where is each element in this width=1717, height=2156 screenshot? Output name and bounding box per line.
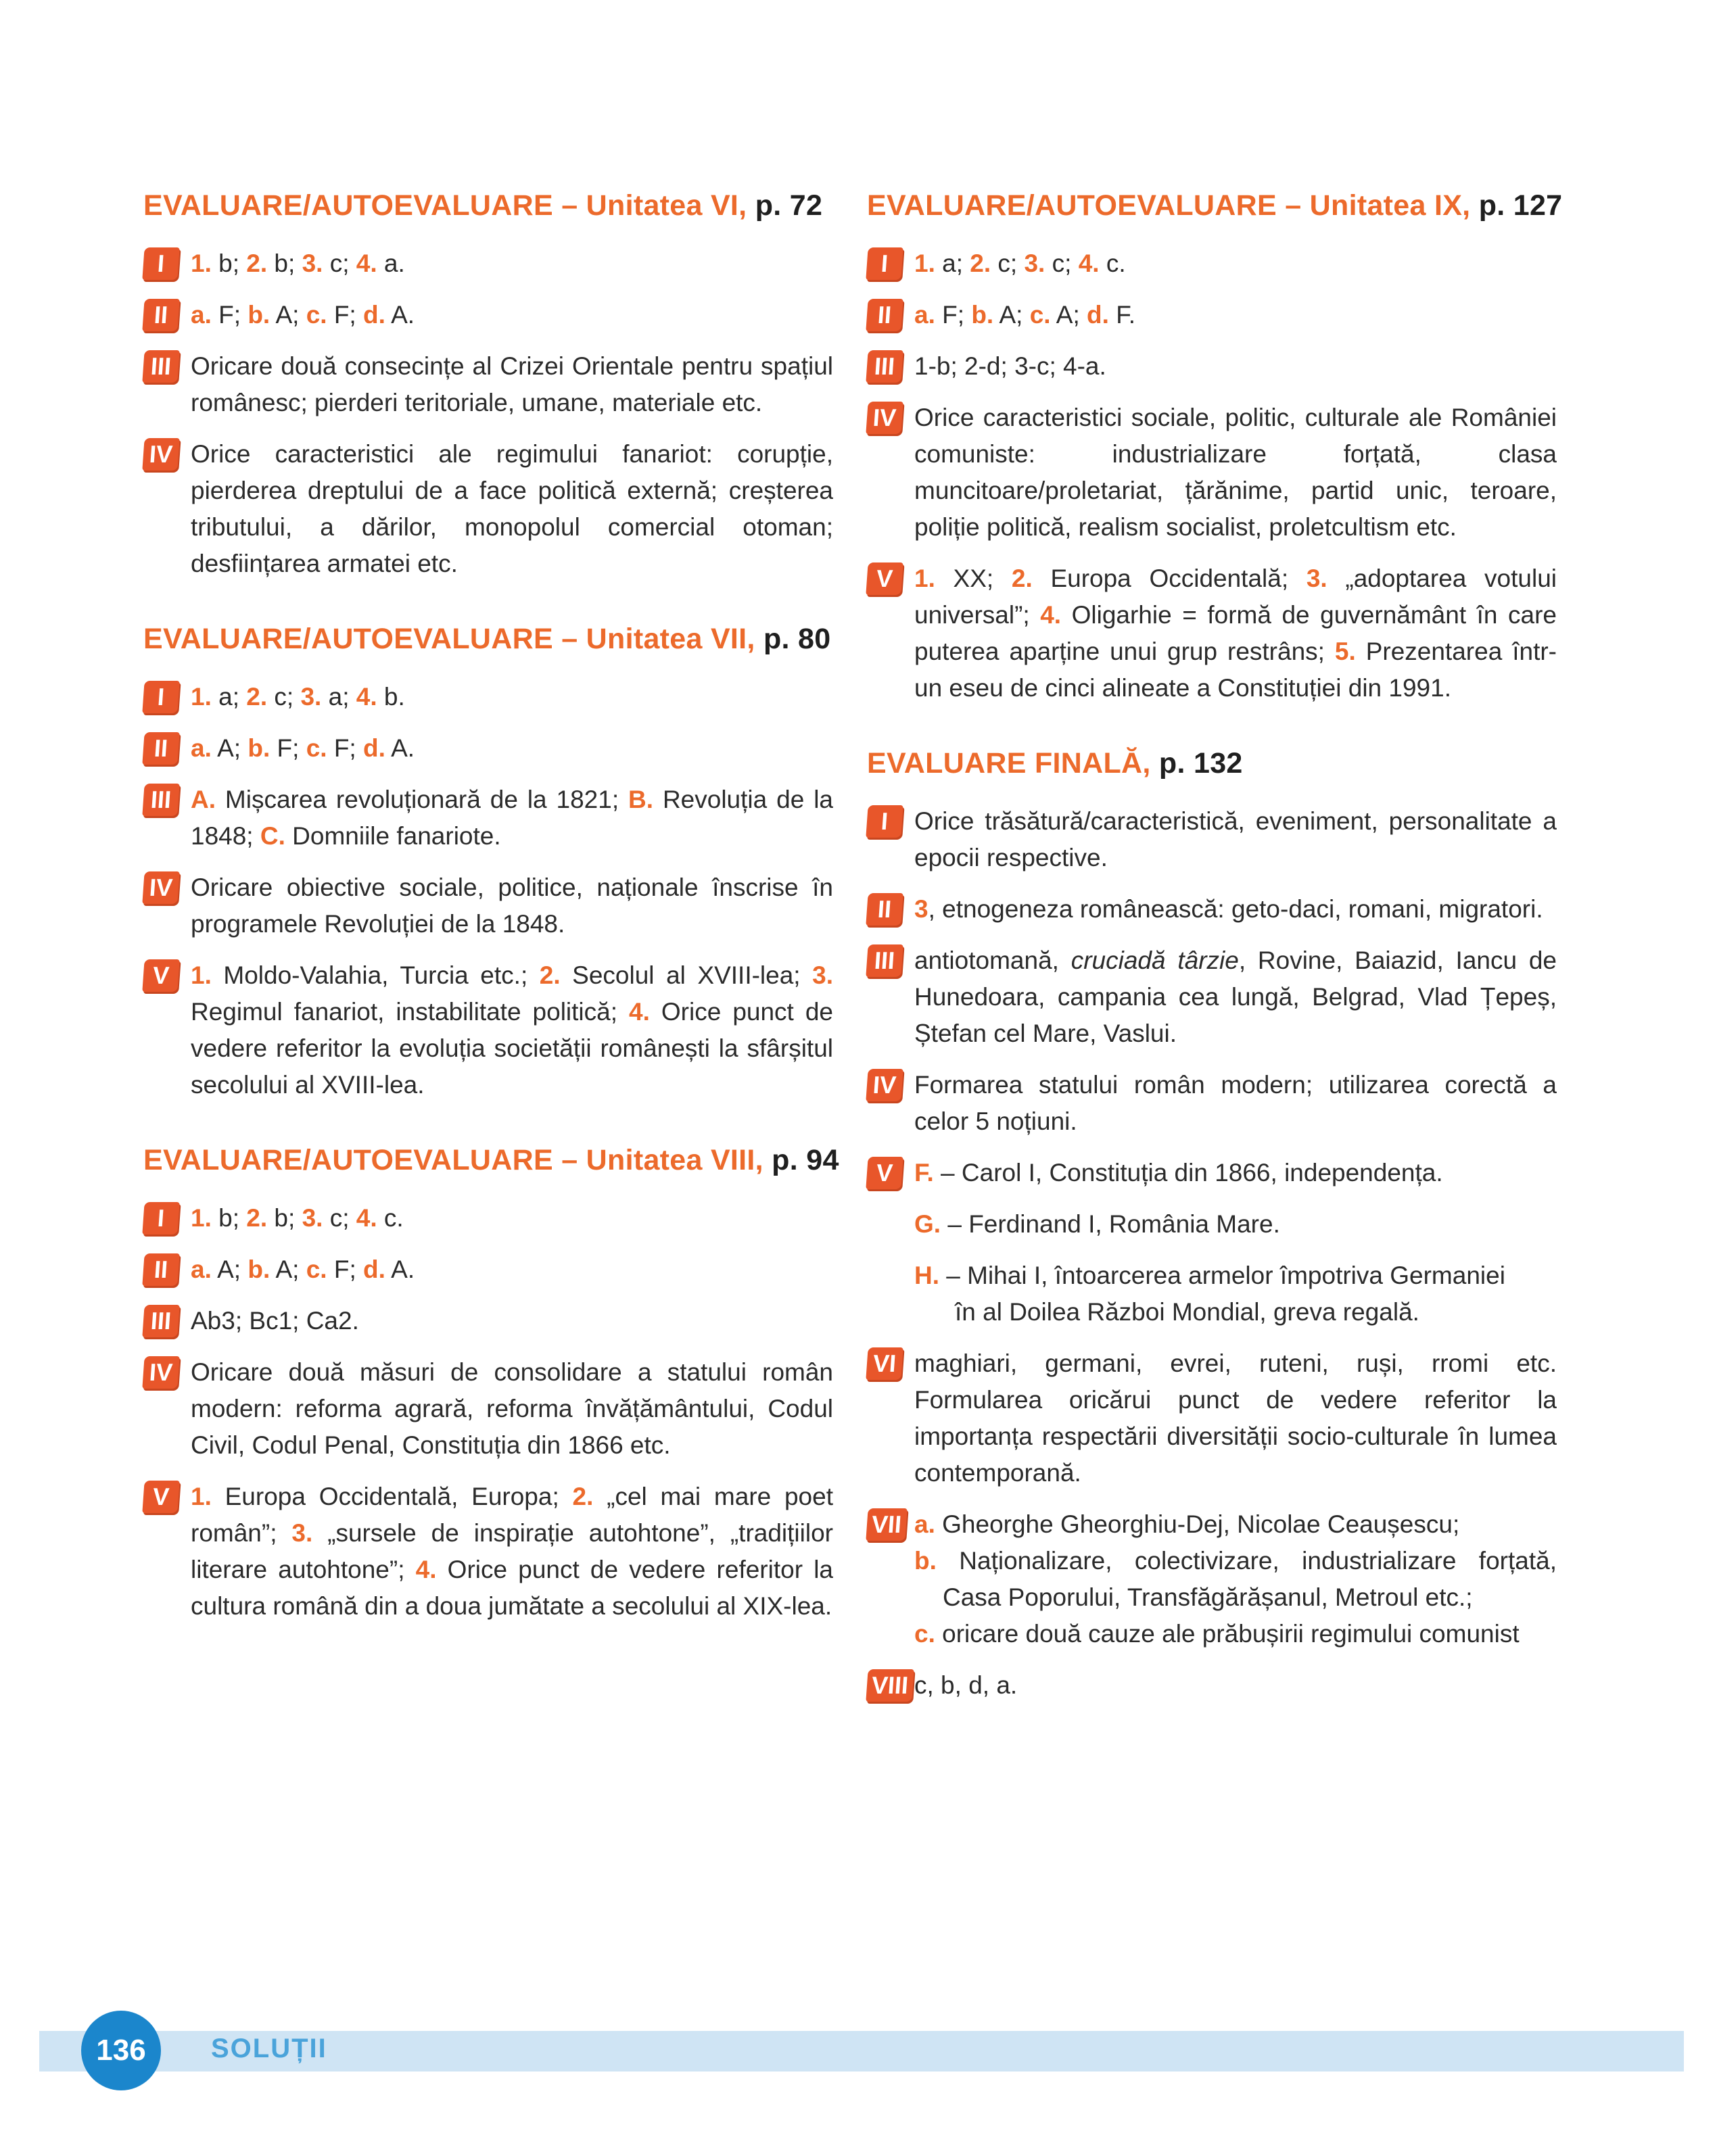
answer-key-label: 4. bbox=[415, 1556, 437, 1583]
roman-numeral-badge: V bbox=[866, 562, 903, 595]
answer-text: Oricare obiective sociale, politice, naționale înscrise în programele Revoluției de la 1848. bbox=[191, 873, 833, 938]
roman-numeral-badge: VII bbox=[866, 1508, 907, 1541]
roman-numeral-badge: IV bbox=[142, 1356, 179, 1389]
answer-text: Revoluția de la 1848; bbox=[191, 786, 833, 850]
roman-numeral-badge: V bbox=[142, 959, 179, 992]
answer-text: p. 80 bbox=[763, 623, 831, 655]
roman-numeral-badge: V bbox=[866, 1157, 903, 1189]
roman-numeral-badge: II bbox=[142, 732, 179, 765]
answer-text: A; bbox=[211, 734, 248, 762]
section-title bbox=[143, 189, 833, 222]
answer-item bbox=[867, 245, 1557, 282]
answer-text: Regimul fanariot, instabilitate politică; bbox=[191, 998, 630, 1026]
section-title bbox=[867, 747, 1557, 780]
answer-key-label: 3 bbox=[914, 895, 928, 923]
answer-key-label: 3. bbox=[812, 961, 833, 989]
answer-key-label: 3. bbox=[302, 249, 323, 277]
left-column bbox=[143, 189, 839, 1665]
answer-text: oricare două cauze ale prăbușirii regimului comunist bbox=[935, 1620, 1520, 1648]
answer-item bbox=[143, 1354, 833, 1464]
answer-text: A. bbox=[385, 734, 415, 762]
answer-text: A; bbox=[211, 1255, 248, 1283]
roman-numeral-badge: VIII bbox=[866, 1669, 914, 1702]
answer-text: p. 72 bbox=[755, 189, 823, 222]
answer-text: p. 127 bbox=[1478, 189, 1563, 222]
section-unit-viii bbox=[143, 1144, 839, 1625]
roman-numeral-badge: V bbox=[142, 1481, 179, 1513]
roman-numeral-badge: III bbox=[866, 350, 903, 383]
answer-item bbox=[867, 1506, 1557, 1652]
answer-text: EVALUARE/AUTOEVALUARE – Unitatea VI, bbox=[143, 189, 747, 222]
answer-item bbox=[143, 869, 833, 942]
answer-item bbox=[143, 348, 833, 421]
answer-text: b; bbox=[267, 249, 302, 277]
answer-key-label: b. bbox=[248, 734, 271, 762]
answer-text: c. bbox=[1099, 249, 1126, 277]
right-column bbox=[867, 189, 1563, 1744]
answer-text: Naționalizare, colectivizare, industrializare forțată, Casa Poporului, Transfăgărășanul, Metroul etc.; bbox=[936, 1547, 1557, 1611]
answer-text: F; bbox=[935, 301, 972, 329]
answer-item bbox=[867, 1667, 1557, 1704]
answer-key-label: 2. bbox=[970, 249, 991, 277]
page-number: 136 bbox=[81, 2011, 161, 2090]
answer-text: a. bbox=[377, 249, 405, 277]
answer-item bbox=[867, 1155, 1557, 1331]
answer-text: Orice punct de vedere referitor la cultura română din a doua jumătate a secolului al XIX-lea. bbox=[191, 1556, 833, 1620]
answer-item bbox=[867, 348, 1557, 385]
answer-item bbox=[867, 560, 1557, 706]
answer-item bbox=[143, 782, 833, 855]
answer-text: Orice caracteristici sociale, politic, culturale ale României comuniste: industrializare forțată, clasa muncitoare/proletariat, țărănime, partid unic, teroare, poliție politică, realism socialist, proletcultism etc. bbox=[914, 404, 1557, 541]
answer-key-label: C. bbox=[260, 822, 285, 850]
answer-item bbox=[143, 1303, 833, 1339]
section-title bbox=[867, 189, 1563, 222]
answer-text: – Mihai I, întoarcerea armelor împotriva Germaniei bbox=[939, 1262, 1505, 1289]
answer-text: maghiari, germani, evrei, ruteni, ruși, rromi etc. Formularea oricărui punct de vedere referitor la importanța respectării diversității socio-culturale în lumea contemporană. bbox=[914, 1349, 1557, 1487]
roman-numeral-badge: III bbox=[142, 784, 179, 816]
section-unit-ix bbox=[867, 189, 1563, 706]
answer-text: F; bbox=[270, 734, 306, 762]
answer-text: EVALUARE/AUTOEVALUARE – Unitatea VIII, bbox=[143, 1144, 763, 1176]
answer-text: A; bbox=[270, 1255, 306, 1283]
answer-text: , etnogeneza românească: geto-daci, romani, migratori. bbox=[928, 895, 1543, 923]
answer-key-label: 3. bbox=[1024, 249, 1045, 277]
answer-key-label: 1. bbox=[914, 565, 935, 592]
answer-item bbox=[867, 297, 1557, 333]
answer-text: F; bbox=[327, 301, 363, 329]
roman-numeral-badge: IV bbox=[142, 438, 179, 471]
answer-key-label: 1. bbox=[191, 249, 212, 277]
answer-text: – Carol I, Constituția din 1866, independența. bbox=[933, 1159, 1443, 1187]
answer-text: Ab3; Bc1; Ca2. bbox=[191, 1307, 359, 1335]
answer-text: c; bbox=[1045, 249, 1079, 277]
answer-text: p. 94 bbox=[772, 1144, 839, 1176]
answer-key-label: 2. bbox=[246, 1204, 268, 1232]
answer-text: c; bbox=[323, 249, 356, 277]
section-final-evaluation bbox=[867, 747, 1557, 1704]
answer-key-label: b. bbox=[971, 301, 994, 329]
roman-numeral-badge: III bbox=[142, 350, 179, 383]
answer-key-label: G. bbox=[914, 1210, 941, 1238]
answer-key-label: F. bbox=[914, 1159, 934, 1187]
answer-text: Oricare două consecințe al Crizei Orientale pentru spațiul românesc; pierderi teritoriale, umane, materiale etc. bbox=[191, 352, 833, 416]
answer-key-label: b. bbox=[914, 1547, 937, 1575]
answer-text: EVALUARE FINALĂ, bbox=[867, 747, 1151, 780]
footer-section-label: SOLUȚII bbox=[211, 2034, 327, 2063]
answer-text: „cel mai mare poet român”; bbox=[191, 1483, 833, 1547]
roman-numeral-badge: II bbox=[142, 1253, 179, 1286]
answer-key-label: a. bbox=[191, 301, 212, 329]
answer-text: EVALUARE/AUTOEVALUARE – Unitatea IX, bbox=[867, 189, 1471, 222]
answer-text: , Rovine, Baiazid, Iancu de Hunedoara, campania cea lungă, Belgrad, Vlad Țepeș, Ștefan cel Mare, Vaslui. bbox=[914, 947, 1557, 1047]
section-unit-vi bbox=[143, 189, 833, 582]
answer-key-label: b. bbox=[248, 1255, 271, 1283]
answer-text: a; bbox=[935, 249, 970, 277]
answer-item bbox=[867, 1345, 1557, 1491]
answer-text: Domniile fanariote. bbox=[285, 822, 501, 850]
answer-text: b. bbox=[377, 683, 405, 711]
answer-text: Oligarhie = formă de guvernământ în care puterea aparține unui grup restrâns; bbox=[914, 601, 1557, 665]
answer-key-label: 3. bbox=[300, 683, 322, 711]
answer-item bbox=[143, 730, 833, 767]
answer-key-label: c. bbox=[306, 301, 327, 329]
answer-item bbox=[143, 957, 833, 1103]
answer-key-label: A. bbox=[191, 786, 216, 813]
answer-key-label: a. bbox=[191, 1255, 212, 1283]
answer-key-label: 4. bbox=[1040, 601, 1062, 629]
roman-numeral-badge: IV bbox=[866, 1069, 903, 1101]
answer-text: F; bbox=[211, 301, 248, 329]
answer-text: Secolul al XVIII-lea; bbox=[560, 961, 813, 989]
answer-text: XX; bbox=[935, 565, 1012, 592]
answer-text: EVALUARE/AUTOEVALUARE – Unitatea VII, bbox=[143, 623, 755, 655]
answer-text: b; bbox=[211, 1204, 247, 1232]
answer-item bbox=[143, 297, 833, 333]
answer-item bbox=[143, 245, 833, 282]
answer-text: c. bbox=[377, 1204, 404, 1232]
answer-text: c, b, d, a. bbox=[914, 1671, 1018, 1699]
answer-text: în al Doilea Război Mondial, greva regală. bbox=[955, 1298, 1419, 1326]
answer-key-label: a. bbox=[914, 1510, 935, 1538]
answer-key-label: c. bbox=[306, 1255, 327, 1283]
answer-item bbox=[143, 1200, 833, 1237]
answer-text: A. bbox=[385, 301, 415, 329]
answer-text: antiotomană, bbox=[914, 947, 1071, 974]
answer-text: Mișcarea revoluționară de la 1821; bbox=[216, 786, 629, 813]
roman-numeral-badge: I bbox=[866, 247, 903, 280]
answer-key-label: 1. bbox=[191, 1204, 212, 1232]
section-unit-vii bbox=[143, 623, 833, 1103]
roman-numeral-badge: I bbox=[866, 805, 903, 838]
roman-numeral-badge: VI bbox=[866, 1347, 903, 1380]
answer-text: Europa Occidentală, Europa; bbox=[211, 1483, 573, 1510]
answer-text: A. bbox=[385, 1255, 415, 1283]
answer-text: Europa Occidentală; bbox=[1032, 565, 1307, 592]
answer-key-label: 1. bbox=[191, 683, 212, 711]
answer-key-label: 4. bbox=[1078, 249, 1100, 277]
answer-text: 1-b; 2-d; 3-c; 4-a. bbox=[914, 352, 1106, 380]
answer-text: – Ferdinand I, România Mare. bbox=[941, 1210, 1280, 1238]
answer-key-label: 2. bbox=[572, 1483, 594, 1510]
answer-key-label: H. bbox=[914, 1262, 939, 1289]
answer-text: a; bbox=[211, 683, 247, 711]
answer-key-label: 3. bbox=[1306, 565, 1327, 592]
answer-key-label: b. bbox=[248, 301, 271, 329]
answer-item bbox=[867, 803, 1557, 876]
section-title bbox=[143, 623, 833, 656]
roman-numeral-badge: III bbox=[142, 1305, 179, 1337]
answer-text: A; bbox=[1050, 301, 1087, 329]
answer-key-label: d. bbox=[363, 1255, 385, 1283]
roman-numeral-badge: II bbox=[866, 299, 903, 331]
roman-numeral-badge: III bbox=[866, 944, 903, 977]
answer-key-label: 4. bbox=[356, 1204, 377, 1232]
answer-key-label: B. bbox=[628, 786, 654, 813]
answer-key-label: 3. bbox=[291, 1519, 313, 1547]
answer-key-label: c. bbox=[306, 734, 327, 762]
answer-text: Orice trăsătură/caracteristică, eveniment, personalitate a epocii respective. bbox=[914, 807, 1557, 871]
answer-text: c; bbox=[991, 249, 1025, 277]
answer-text: Oricare două măsuri de consolidare a statului român modern: reforma agrară, reforma învățământului, Codul Civil, Codul Penal, Constituția din 1866 etc. bbox=[191, 1358, 833, 1459]
answer-key-label: 2. bbox=[1011, 565, 1033, 592]
section-title bbox=[143, 1144, 839, 1177]
answer-key-label: 4. bbox=[356, 683, 377, 711]
answer-text: „adoptarea votului universal”; bbox=[914, 565, 1557, 629]
answer-key-label: 3. bbox=[302, 1204, 323, 1232]
answer-text: Prezentarea într-un eseu de cinci alineate a Constituției din 1991. bbox=[914, 638, 1557, 702]
answer-text: „sursele de inspirație autohtone”, „tradițiilor literare autohtone”; bbox=[191, 1519, 833, 1583]
answer-text: A; bbox=[270, 301, 306, 329]
answer-key-label: 1. bbox=[914, 249, 935, 277]
answer-key-label: 2. bbox=[246, 683, 268, 711]
roman-numeral-badge: I bbox=[142, 681, 179, 713]
answer-item bbox=[867, 891, 1557, 928]
answer-key-label: a. bbox=[914, 301, 935, 329]
answer-item bbox=[143, 1251, 833, 1288]
roman-numeral-badge: II bbox=[866, 893, 903, 926]
answer-key-label: a. bbox=[191, 734, 212, 762]
answer-text: b; bbox=[267, 1204, 302, 1232]
roman-numeral-badge: I bbox=[142, 1202, 179, 1235]
answer-item bbox=[867, 942, 1557, 1052]
answer-key-label: c. bbox=[914, 1620, 935, 1648]
answer-key-label: 4. bbox=[629, 998, 650, 1026]
answer-key-label: d. bbox=[363, 301, 385, 329]
answer-key-label: 1. bbox=[191, 1483, 212, 1510]
answer-text: c; bbox=[267, 683, 301, 711]
answer-text: F; bbox=[327, 734, 363, 762]
emphasis-text: cruciadă târzie bbox=[1071, 947, 1239, 974]
answer-text: c; bbox=[323, 1204, 356, 1232]
answer-key-label: 1. bbox=[191, 961, 212, 989]
answer-text: p. 132 bbox=[1158, 747, 1243, 780]
answer-text: Gheorghe Gheorghiu-Dej, Nicolae Ceaușescu; bbox=[935, 1510, 1460, 1538]
answer-text: A; bbox=[993, 301, 1030, 329]
answer-item bbox=[143, 1479, 833, 1625]
answer-key-label: 5. bbox=[1334, 638, 1356, 665]
answer-item bbox=[143, 679, 833, 715]
answer-item bbox=[867, 1067, 1557, 1140]
answer-text: Formarea statului român modern; utilizarea corectă a celor 5 noțiuni. bbox=[914, 1071, 1557, 1135]
answer-text: Orice punct de vedere referitor la evoluția societății românești la sfârșitul secolului al XVIII-lea. bbox=[191, 998, 833, 1099]
roman-numeral-badge: II bbox=[142, 299, 179, 331]
answer-text: Moldo-Valahia, Turcia etc.; bbox=[211, 961, 540, 989]
answer-item bbox=[867, 400, 1557, 546]
answer-key-label: 2. bbox=[246, 249, 268, 277]
roman-numeral-badge: I bbox=[142, 247, 179, 280]
answer-key-label: d. bbox=[1087, 301, 1109, 329]
answer-key-label: 2. bbox=[539, 961, 561, 989]
answer-text: b; bbox=[211, 249, 247, 277]
roman-numeral-badge: IV bbox=[866, 402, 903, 434]
roman-numeral-badge: IV bbox=[142, 871, 179, 904]
answer-text: Orice caracteristici ale regimului fanariot: corupție, pierderea dreptului de a face politică externă; creșterea tributului, a dărilor, monopolul comercial otoman; desființarea armatei etc. bbox=[191, 440, 833, 577]
answer-text: F; bbox=[327, 1255, 364, 1283]
answer-key-label: d. bbox=[363, 734, 385, 762]
answer-key-label: c. bbox=[1029, 301, 1051, 329]
answer-item bbox=[143, 436, 833, 582]
answer-key-label: 4. bbox=[356, 249, 377, 277]
answer-text: F. bbox=[1108, 301, 1135, 329]
answer-text: a; bbox=[321, 683, 356, 711]
